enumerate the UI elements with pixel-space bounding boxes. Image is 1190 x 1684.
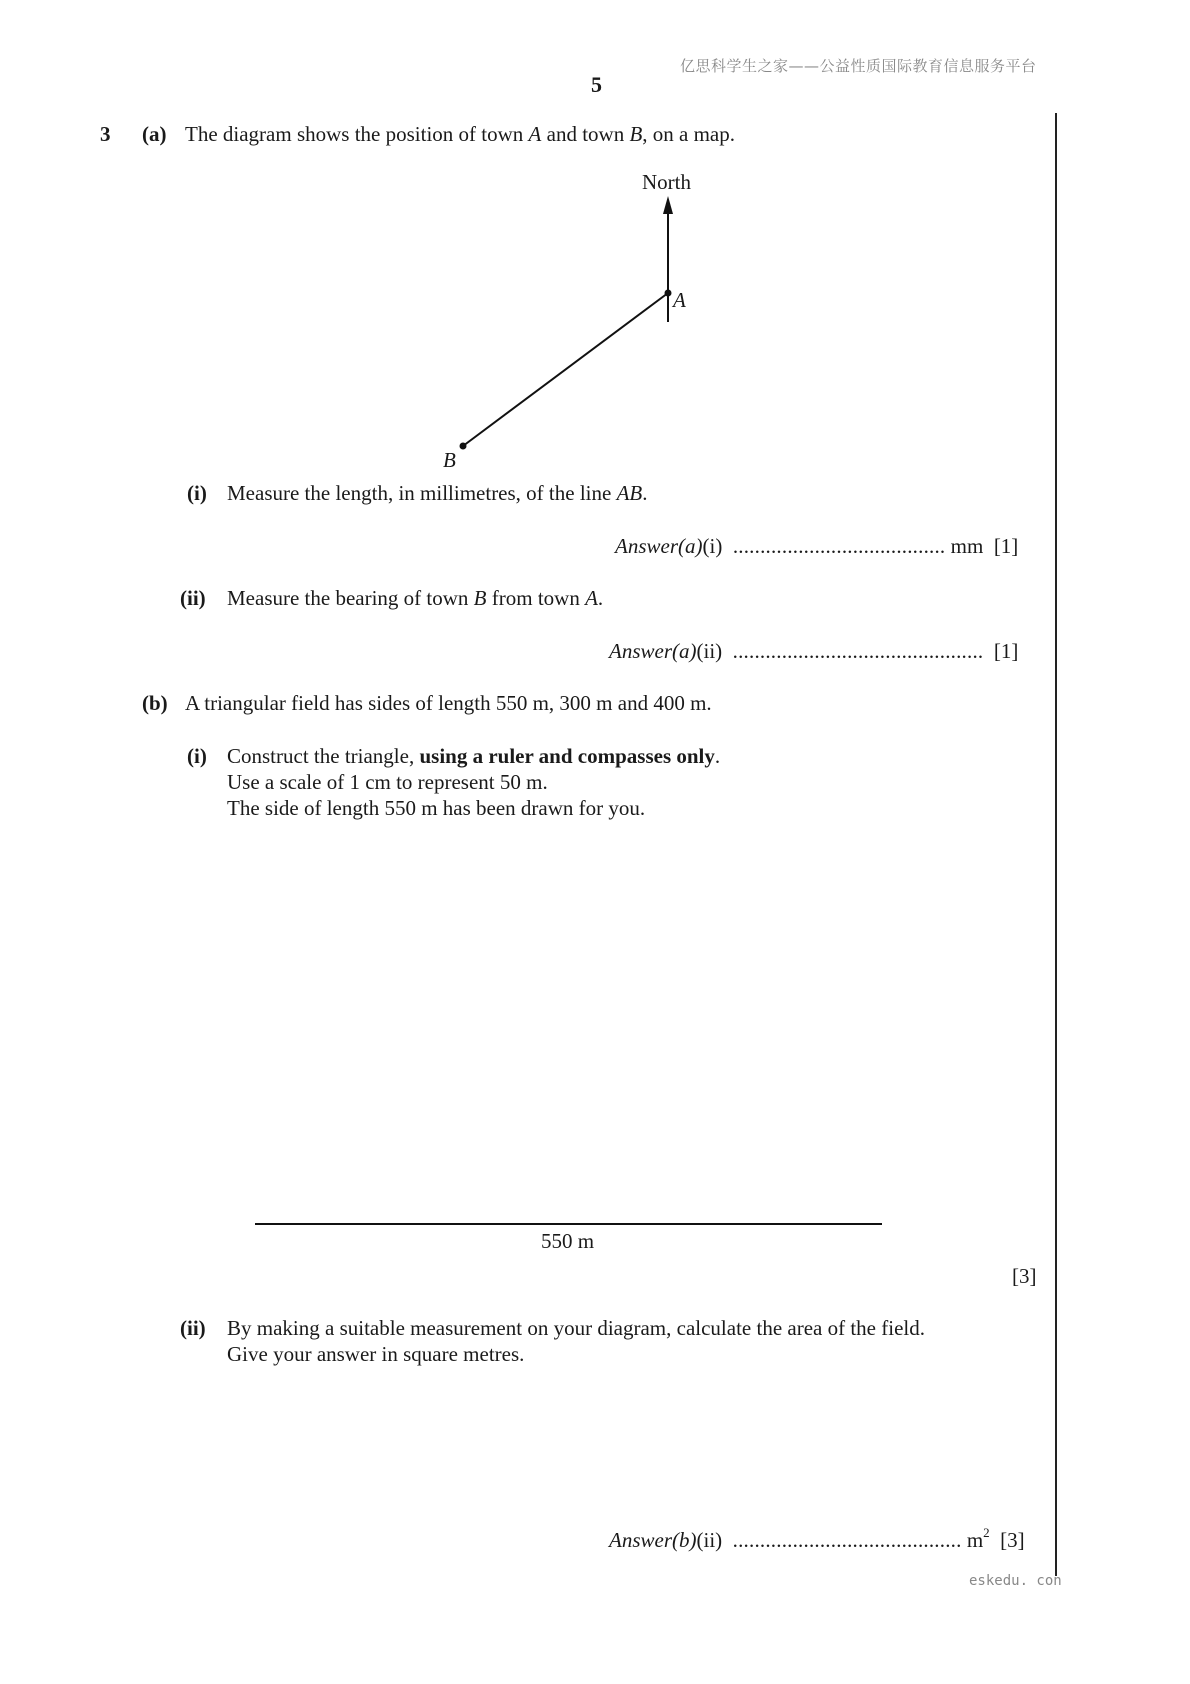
line-ab (463, 293, 668, 446)
marks-a-ii: [1] (993, 639, 1019, 663)
footer-watermark: eskedu. con (969, 1573, 1062, 1589)
marks-b-i: [3] (1012, 1264, 1037, 1288)
point-a (665, 290, 672, 297)
part-b-ii-line1: By making a suitable measurement on your diagram, calculate the area of the field. (227, 1316, 925, 1340)
answer-b-ii-blank[interactable]: .......................................... (732, 1528, 962, 1552)
part-b-i-line1: Construct the triangle, using a ruler and compasses only. (227, 744, 721, 768)
part-a-ii-text: Measure the bearing of town B from town A. (227, 586, 604, 610)
page-number: 5 (591, 72, 602, 97)
part-b-i-label: (i) (187, 744, 207, 768)
construction-side-550 (255, 1223, 882, 1225)
part-b-ii-label: (ii) (180, 1316, 206, 1340)
part-a-ii-label: (ii) (180, 586, 206, 610)
part-b-i-line3: The side of length 550 m has been drawn for you. (227, 796, 646, 820)
part-b-label: (b) (142, 691, 168, 715)
north-label: North (642, 170, 691, 194)
north-arrowhead (663, 196, 673, 214)
part-b-intro: A triangular field has sides of length 550 m, 300 m and 400 m. (185, 691, 712, 715)
construction-side-label: 550 m (541, 1229, 595, 1253)
question-number: 3 (100, 122, 111, 146)
answer-a-i-blank[interactable]: ....................................... (732, 534, 946, 558)
part-a-intro: The diagram shows the position of town A and town B, on a map. (185, 122, 736, 146)
marks-a-i: [1] (993, 534, 1019, 558)
part-b-i-line2: Use a scale of 1 cm to represent 50 m. (227, 770, 548, 794)
part-a-i-label: (i) (187, 481, 207, 505)
point-b-label: B (443, 448, 456, 472)
answer-a-ii-blank[interactable]: .............................................. (732, 639, 984, 663)
part-a-i-text: Measure the length, in millimetres, of the line AB. (227, 481, 648, 505)
part-b-ii-line2: Give your answer in square metres. (227, 1342, 525, 1366)
point-a-label: A (673, 288, 686, 312)
point-b (460, 443, 467, 450)
answer-a-i: Answer(a)(i) ....................................... mm [1] (615, 534, 1019, 558)
header-watermark: 亿思科学生之家——公益性质国际教育信息服务平台 (680, 57, 1037, 75)
part-a-label: (a) (142, 122, 167, 146)
marks-b-ii: [3] (1000, 1528, 1025, 1552)
answer-a-ii: Answer(a)(ii) .............................................. [1] (609, 639, 1019, 663)
answer-b-ii: Answer(b)(ii) .......................................... $m^2$ [3] (609, 1525, 1025, 1552)
